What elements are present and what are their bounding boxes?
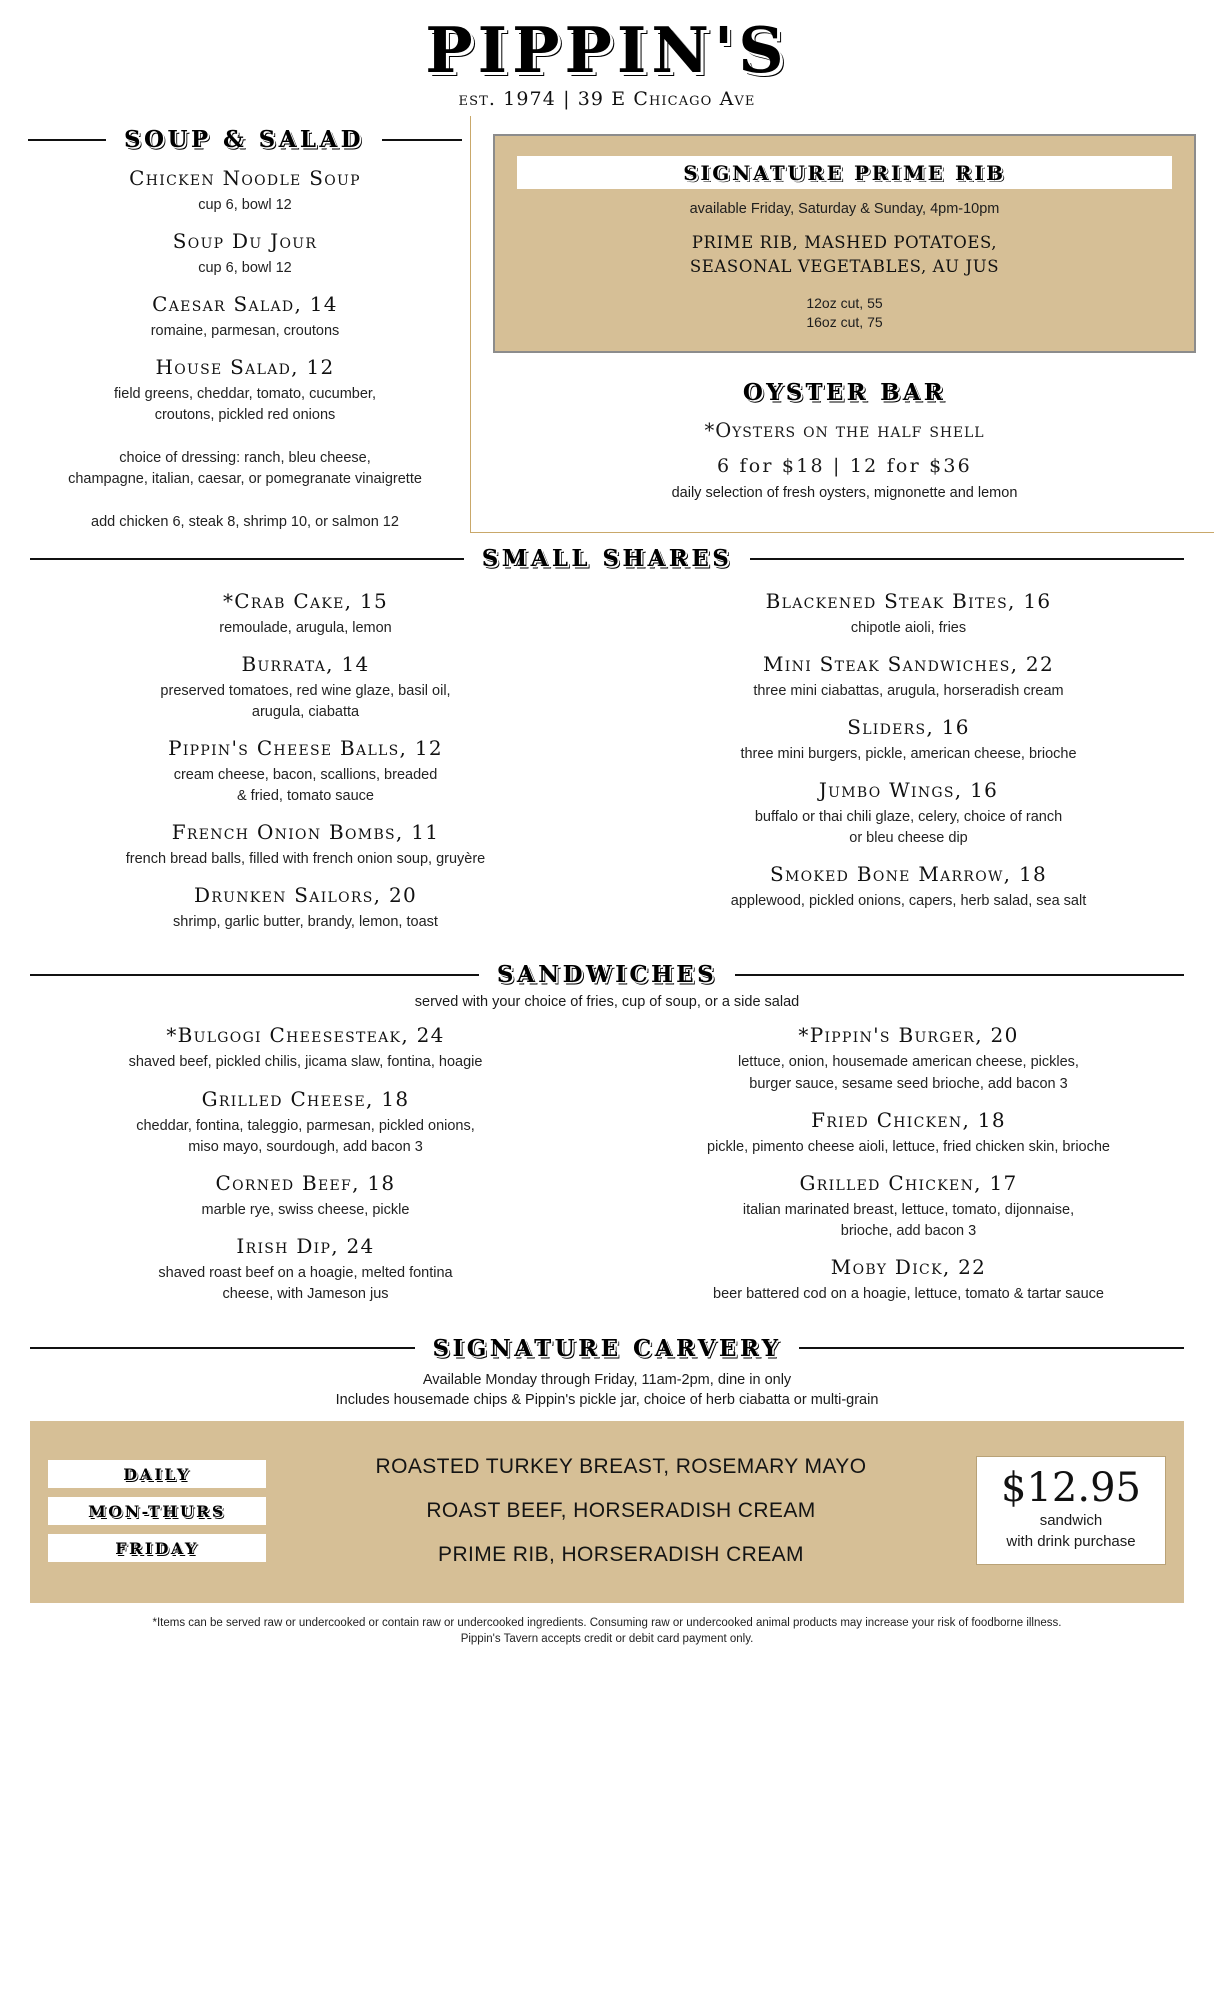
item-desc: french bread balls, filled with french onion soup, gruyère (125, 851, 486, 868)
menu-item (28, 292, 462, 342)
menu-item (30, 589, 581, 639)
item-name: Drunken Sailors, 20 (193, 883, 418, 908)
carvery-day-row (48, 1460, 266, 1488)
item-name: Sliders, 16 (847, 715, 970, 740)
rule-left (28, 139, 106, 141)
item-name: Blackened Steak Bites, 16 (765, 589, 1052, 614)
oyster-bar-subtitle: *Oysters on the half shell (704, 418, 985, 442)
item-name: Pippin's Cheese Balls, 12 (168, 736, 443, 761)
item-desc: cream cheese, bacon, scallions, breaded & fried, tomato sauce (173, 767, 438, 805)
menu-item (28, 355, 462, 426)
item-desc: remoulade, arugula, lemon (219, 620, 392, 637)
menu-item (28, 229, 462, 279)
oyster-bar-section (493, 353, 1196, 501)
sandwiches-header (30, 961, 1184, 988)
prime-rib-title: SIGNATURE PRIME RIB (683, 161, 1006, 186)
item-name: Jumbo Wings, 16 (818, 778, 999, 803)
sandwiches-section (0, 961, 1214, 1010)
item-desc: shaved beef, pickled chilis, jicama slaw, fontina, hoagie (128, 1054, 483, 1071)
sandwiches-right-column (607, 1010, 1214, 1304)
item-name: Irish Dip, 24 (236, 1233, 375, 1258)
oyster-bar-title: OYSTER BAR (742, 378, 947, 406)
menu-item (633, 778, 1184, 849)
carvery-item: ROASTED TURKEY BREAST, ROSEMARY MAYO (375, 1454, 867, 1478)
menu-item (30, 652, 581, 723)
item-desc: field greens, cheddar, tomato, cucumber, croutons, pickled red onions (114, 386, 376, 424)
top-block (0, 116, 1214, 533)
menu-item (30, 1087, 581, 1158)
menu-item (30, 883, 581, 933)
menu-item (633, 652, 1184, 702)
small-shares-header (30, 545, 1184, 572)
soup-salad-items (28, 166, 462, 426)
menu-item (30, 820, 581, 870)
masthead (0, 0, 1214, 116)
carvery-day-row (48, 1497, 266, 1525)
item-desc: shrimp, garlic butter, brandy, lemon, toast (173, 914, 438, 931)
soup-salad-section (0, 116, 470, 533)
small-shares-section (0, 545, 1214, 572)
menu-item (30, 1234, 581, 1305)
item-desc: three mini burgers, pickle, american cheese, brioche (740, 746, 1077, 763)
carvery-title: SIGNATURE CARVERY (432, 1334, 782, 1362)
small-shares-right-column (607, 576, 1214, 933)
item-desc: applewood, pickled onions, capers, herb salad, sea salt (730, 893, 1087, 910)
restaurant-name: PIPPIN'S (425, 13, 789, 87)
item-name: Corned Beef, 18 (215, 1170, 396, 1195)
rule-right (382, 139, 462, 141)
item-name: Burrata, 14 (241, 652, 370, 677)
soup-salad-title: SOUP & SALAD (124, 126, 364, 154)
carvery-band (30, 1421, 1184, 1603)
rule-left (30, 1347, 415, 1349)
sandwiches-left-column (0, 1010, 607, 1304)
item-name: Chicken Noodle Soup (129, 166, 361, 191)
item-name: Fried Chicken, 18 (811, 1107, 1006, 1132)
menu-item (30, 1171, 581, 1221)
item-name: House Salad, 12 (155, 355, 335, 380)
carvery-section (0, 1335, 1214, 1411)
item-name: Smoked Bone Marrow, 18 (769, 862, 1048, 887)
item-name: *Pippin's Burger, 20 (798, 1023, 1019, 1048)
menu-item (30, 736, 581, 807)
prime-rib-title-wrap (517, 156, 1172, 189)
menu-item (633, 715, 1184, 765)
restaurant-tagline: est. 1974 | 39 E Chicago Ave (458, 88, 756, 111)
rule-right (750, 558, 1184, 560)
oyster-bar-desc: daily selection of fresh oysters, mignonette and lemon (671, 484, 1018, 501)
item-name: Grilled Cheese, 18 (201, 1086, 410, 1111)
item-desc: cheddar, fontina, taleggio, parmesan, pickled onions, miso mayo, sourdough, add bacon 3 (136, 1117, 475, 1155)
day-chip: DAILY (48, 1460, 266, 1488)
item-desc: shaved roast beef on a hoagie, melted fontina cheese, with Jameson jus (158, 1264, 453, 1302)
feature-column (470, 116, 1214, 533)
prime-rib-availability: available Friday, Saturday & Sunday, 4pm-10pm (689, 201, 1000, 218)
item-name: *Bulgogi Cheesesteak, 24 (166, 1023, 445, 1048)
item-desc: romaine, parmesan, croutons (150, 323, 340, 340)
item-desc: cup 6, bowl 12 (198, 260, 292, 277)
item-name: *Crab Cake, 15 (222, 589, 389, 614)
footer-line-2: Pippin's Tavern accepts credit or debit card payment only. (460, 1633, 754, 1646)
footer-line-1: *Items can be served raw or undercooked or contain raw or undercooked ingredients. Consuming raw or undercooked animal products may increase your risk of foodborne illness. (152, 1616, 1062, 1629)
menu-item (633, 1255, 1184, 1305)
carvery-note: Available Monday through Friday, 11am-2pm, dine in only Includes housemade chips & Pippin's pickle jar, choice of herb ciabatta or multi-grain (335, 1371, 879, 1409)
menu-item (633, 862, 1184, 912)
menu-item (633, 1108, 1184, 1158)
sandwiches-served-note: served with your choice of fries, cup of soup, or a side salad (414, 994, 800, 1011)
carvery-item: ROAST BEEF, HORSERADISH CREAM (426, 1498, 816, 1522)
small-shares-columns (0, 576, 1214, 933)
menu-item (633, 1023, 1184, 1094)
small-shares-title: SMALL SHARES (481, 545, 733, 573)
menu-item (30, 1023, 581, 1073)
item-desc: lettuce, onion, housemade american cheese, pickles, burger sauce, sesame seed brioche, add bacon 3 (738, 1054, 1079, 1092)
item-name: Soup Du Jour (172, 229, 318, 254)
add-protein-note: add chicken 6, steak 8, shrimp 10, or salmon 12 (91, 514, 399, 531)
day-chip: FRIDAY (48, 1534, 266, 1562)
item-name: French Onion Bombs, 11 (171, 820, 440, 845)
item-desc: chipotle aioli, fries (850, 620, 967, 637)
sandwiches-title: SANDWICHES (496, 961, 718, 989)
prime-rib-description: PRIME RIB, MASHED POTATOES, SEASONAL VEGETABLES, AU JUS (689, 233, 1000, 276)
rule-left (30, 974, 479, 976)
menu-item (633, 1171, 1184, 1242)
item-desc: beer battered cod on a hoagie, lettuce, tomato & tartar sauce (713, 1285, 1104, 1302)
item-desc: marble rye, swiss cheese, pickle (201, 1201, 410, 1218)
menu-item (633, 589, 1184, 639)
item-name: Grilled Chicken, 17 (799, 1170, 1018, 1195)
rule-left (30, 558, 464, 560)
carvery-item: PRIME RIB, HORSERADISH CREAM (438, 1542, 804, 1566)
carvery-item-list (276, 1435, 966, 1587)
item-name: Caesar Salad, 14 (152, 292, 338, 317)
day-chip: MON-THURS (48, 1497, 266, 1525)
carvery-price-note: sandwich with drink purchase (1006, 1512, 1136, 1550)
item-desc: italian marinated breast, lettuce, tomato, dijonnaise, brioche, add bacon 3 (742, 1201, 1075, 1239)
item-desc: preserved tomatoes, red wine glaze, basil oil, arugula, ciabatta (160, 683, 451, 721)
carvery-header (30, 1335, 1184, 1362)
prime-rib-panel (493, 134, 1196, 352)
dressing-note: choice of dressing: ranch, bleu cheese, champagne, italian, caesar, or pomegranate vinaigrette (68, 450, 422, 488)
carvery-price: $12.95 (1001, 1465, 1141, 1512)
item-desc: cup 6, bowl 12 (198, 197, 292, 214)
small-shares-left-column (0, 576, 607, 933)
footer-disclaimer (0, 1603, 1214, 1658)
item-desc: three mini ciabattas, arugula, horseradish cream (753, 683, 1064, 700)
item-desc: buffalo or thai chili glaze, celery, choice of ranch or bleu cheese dip (754, 809, 1063, 847)
prime-rib-cuts: 12oz cut, 55 16oz cut, 75 (806, 295, 883, 331)
carvery-price-box (976, 1456, 1166, 1565)
menu-item (28, 166, 462, 216)
rule-right (799, 1347, 1184, 1349)
sandwiches-columns (0, 1010, 1214, 1304)
soup-salad-header (28, 126, 462, 153)
item-desc: pickle, pimento cheese aioli, lettuce, fried chicken skin, brioche (707, 1138, 1110, 1155)
oyster-bar-price: 6 for $18 | 12 for $36 (717, 454, 972, 477)
item-name: Moby Dick, 22 (830, 1254, 987, 1279)
rule-right (735, 974, 1184, 976)
item-name: Mini Steak Sandwiches, 22 (763, 652, 1054, 677)
carvery-day-labels (48, 1451, 266, 1571)
carvery-day-row (48, 1534, 266, 1562)
